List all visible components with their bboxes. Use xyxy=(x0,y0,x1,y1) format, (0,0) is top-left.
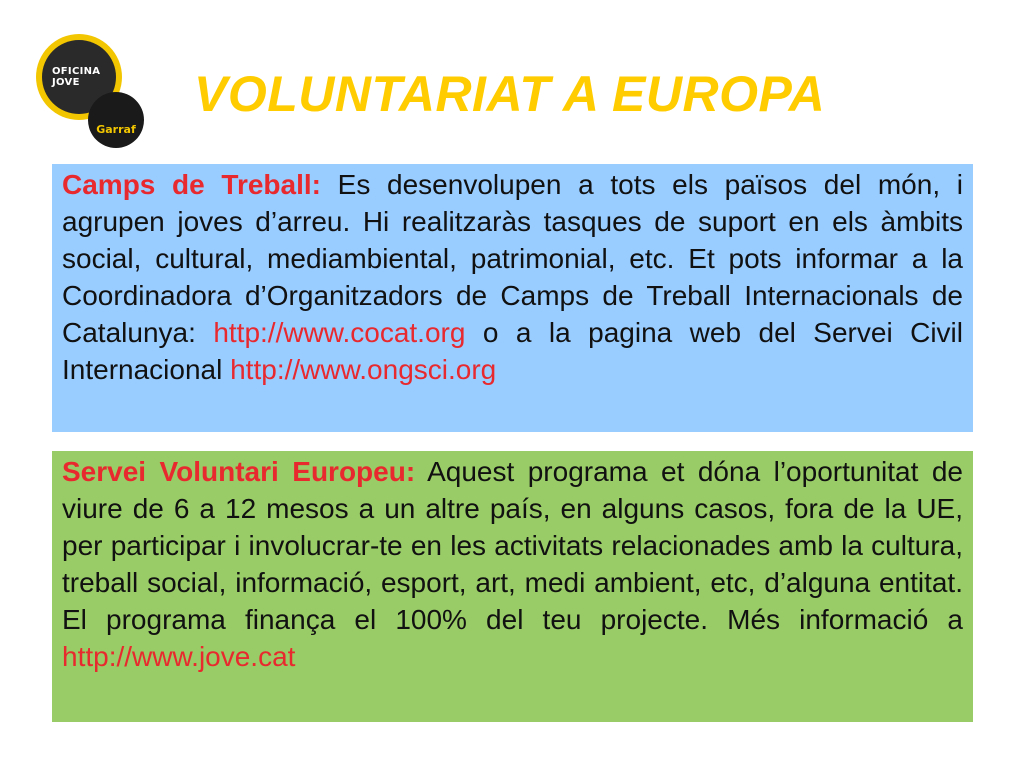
ongsci-link[interactable]: http://www.ongsci.org xyxy=(230,354,497,385)
camps-text-1: Es desenvolupen a tots els països del món, i agrupen joves d’arreu. Hi realitzaràs tasques de suport en els àmbits social, cultural, mediambiental, patrimonial, etc. Et pots informar a la Coordinadora d’Organitzadors de Camps de Treball Internacionals de Catalunya: xyxy=(62,169,964,348)
camps-heading: Camps de Treball: xyxy=(62,169,321,200)
svei-text-1: Aquest programa et dóna l’oportunitat de viure de 6 a 12 mesos a un altre país, en alguns casos, fora de la UE, per participar i involucrar-te en les activitats relacionades amb la cultura, treball social, informació, esport, art, medi ambient, etc, d’alguna entitat. El programa finança el 100% del teu projecte. Més informació a xyxy=(62,456,963,635)
logo-garraf-circle xyxy=(88,92,144,148)
servei-voluntari-europeu-panel xyxy=(52,451,973,722)
oficina-jove-logo xyxy=(36,34,148,148)
logo-text-oficina: OFICINA xyxy=(52,66,101,77)
logo-text-jove: JOVE xyxy=(52,77,80,88)
svei-heading: Servei Voluntari Europeu: xyxy=(62,456,416,487)
camps-de-treball-panel xyxy=(52,164,973,432)
jove-link[interactable]: http://www.jove.cat xyxy=(62,641,296,672)
camps-text-2: o a la pagina web del Servei Civil Internacional xyxy=(62,317,964,385)
cocat-link[interactable]: http://www.cocat.org xyxy=(213,317,466,348)
logo-text-garraf: Garraf xyxy=(96,122,136,136)
slide-title: VOLUNTARIAT A EUROPA xyxy=(194,66,826,122)
